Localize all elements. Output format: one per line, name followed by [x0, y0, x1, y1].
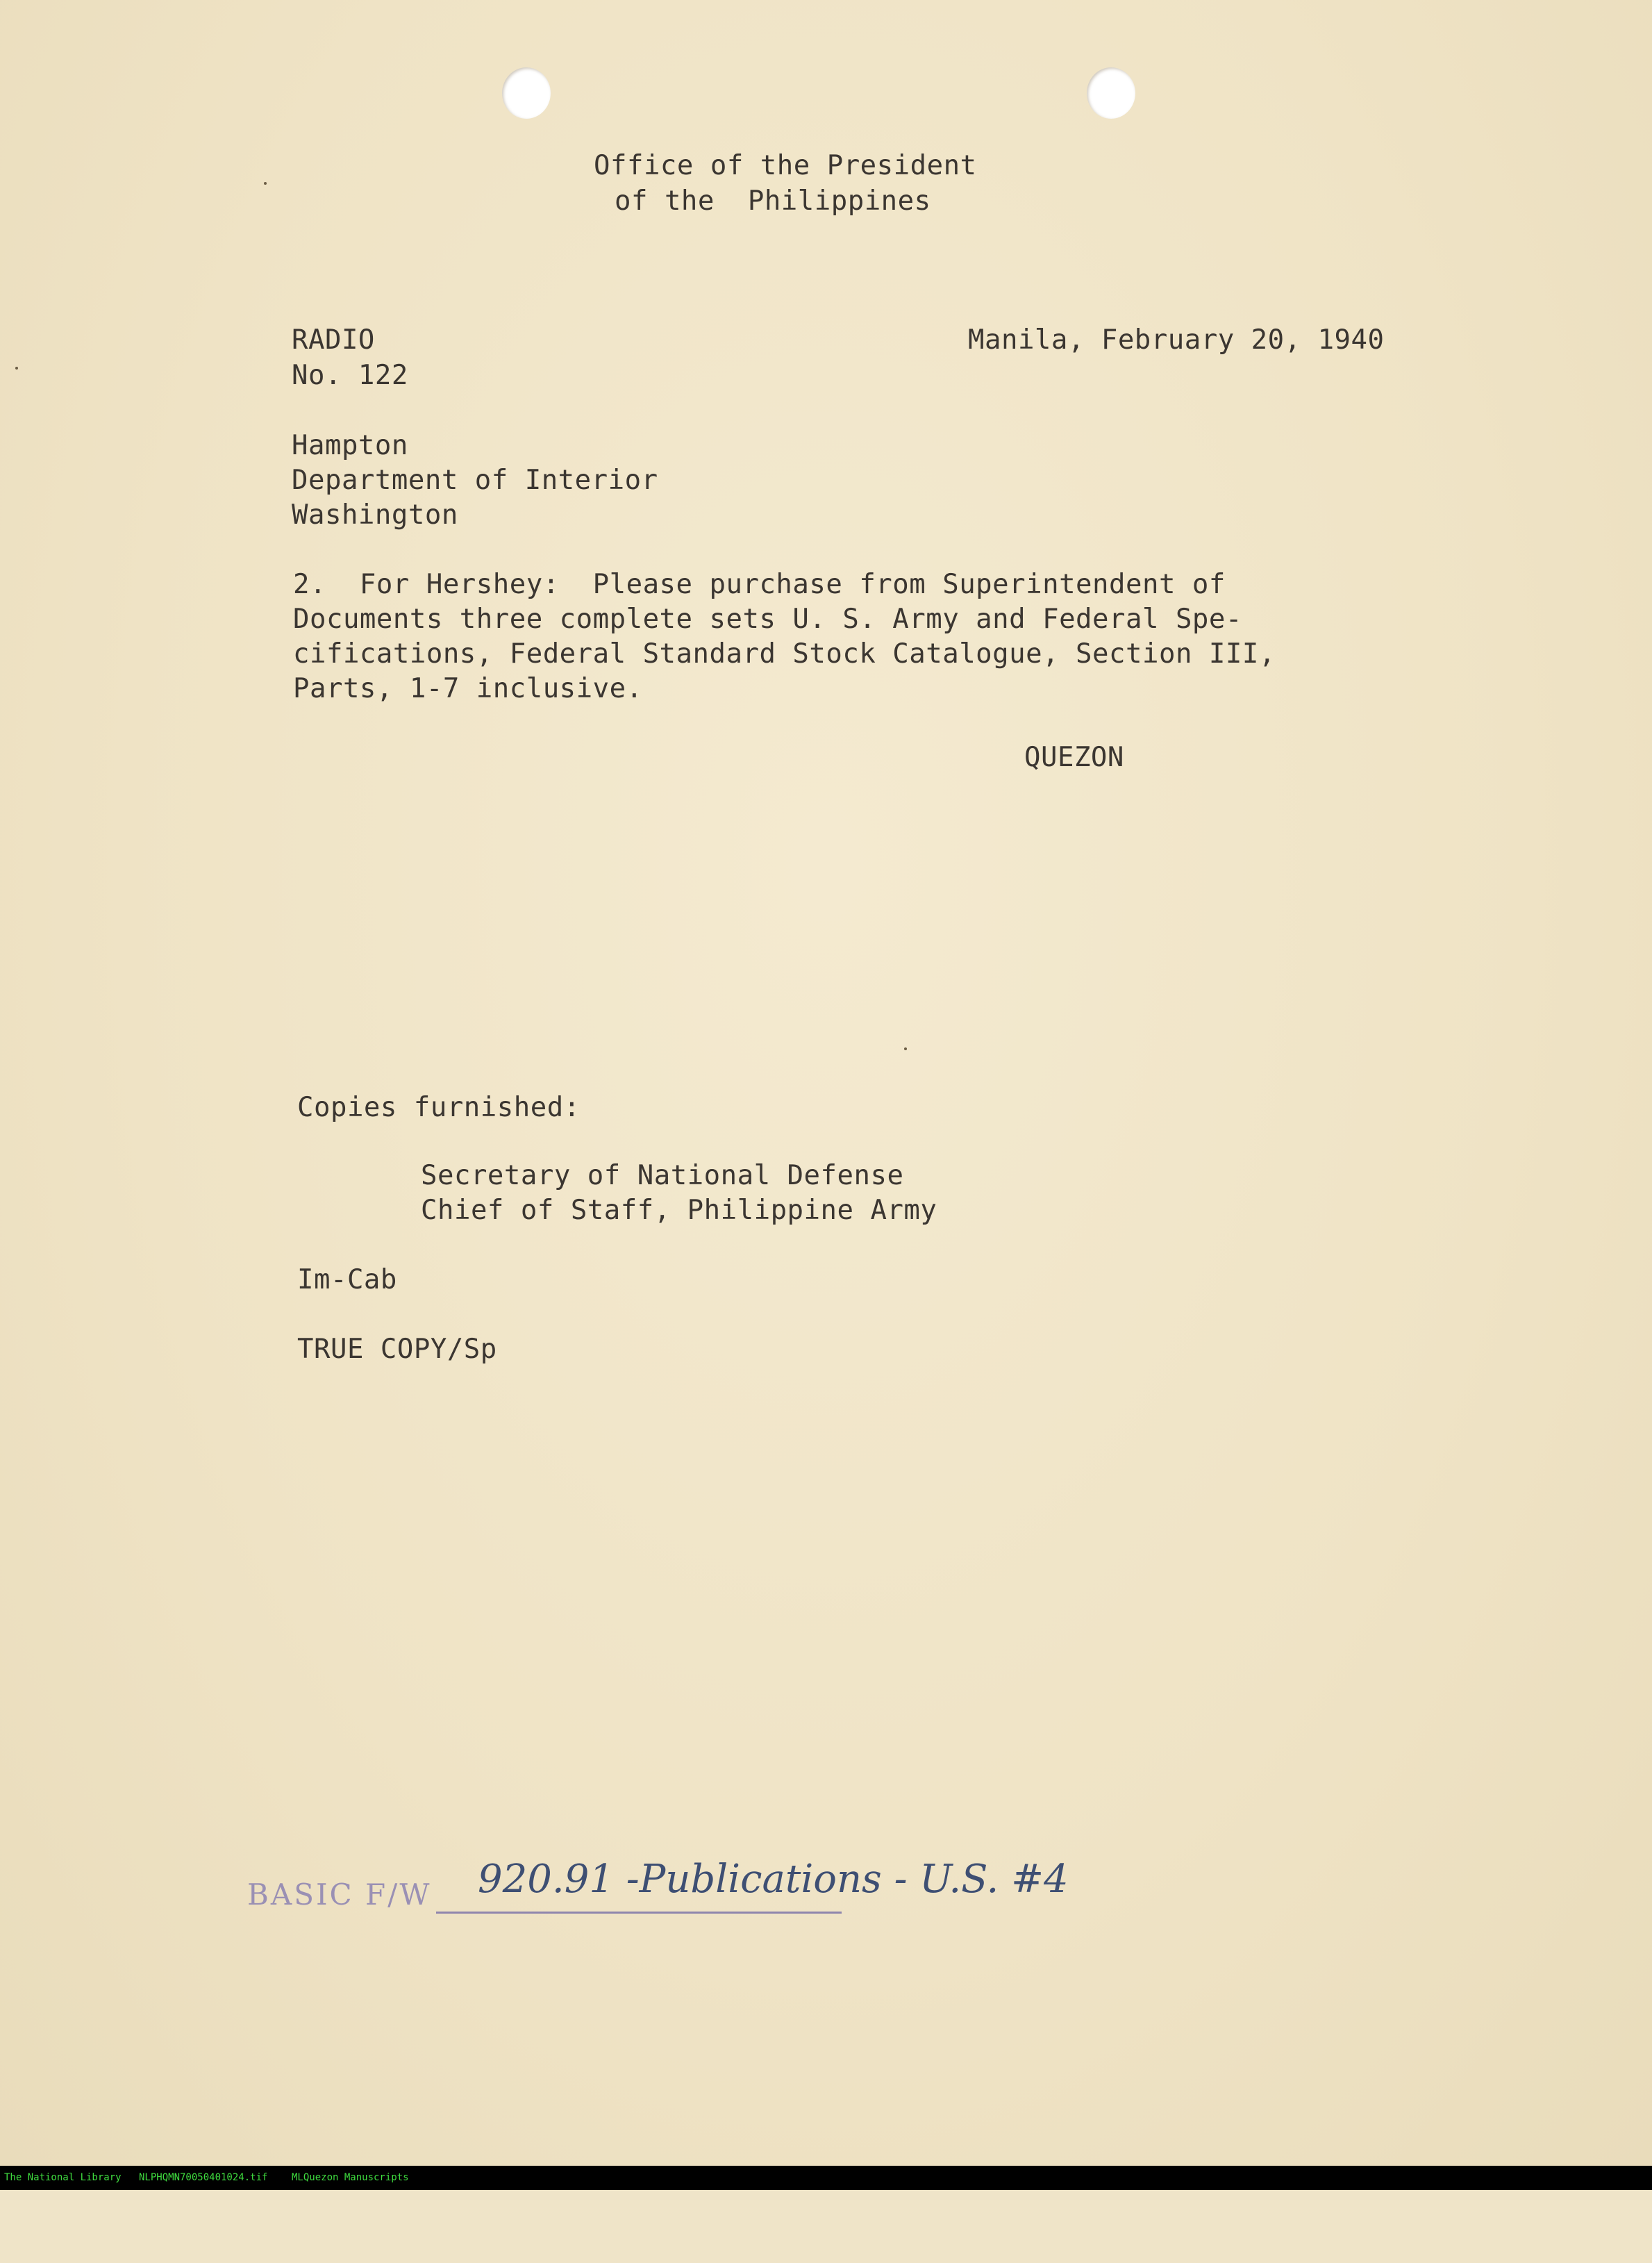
body-line-4: Parts, 1-7 inclusive. [293, 673, 643, 704]
body-line-3: cifications, Federal Standard Stock Catalogue, Section III, [293, 638, 1276, 670]
scan-footer [0, 2166, 1652, 2190]
reference-initials: Im-Cab [297, 1264, 397, 1295]
paper-speck [904, 1047, 907, 1050]
filing-stamp: BASIC F/W [247, 1877, 432, 1912]
footer-library: The National Library [4, 2172, 122, 2183]
footer-collection: MLQuezon Manuscripts [292, 2172, 409, 2183]
signature: QUEZON [1024, 742, 1124, 773]
footer-filename: NLPHQMN70050401024.tif [139, 2172, 268, 2183]
addressee-department: Department of Interior [292, 465, 658, 496]
paper-speck [15, 367, 18, 370]
true-copy-note: TRUE COPY/Sp [297, 1334, 497, 1365]
copy-recipient: Secretary of National Defense [421, 1160, 904, 1191]
addressee-name: Hampton [292, 430, 408, 461]
punch-hole-left [502, 67, 551, 119]
copies-label: Copies furnished: [297, 1092, 581, 1123]
body-line-1: 2. For Hershey: Please purchase from Superintendent of [293, 569, 1226, 600]
place-date: Manila, February 20, 1940 [968, 324, 1385, 356]
message-number: No. 122 [292, 360, 408, 391]
addressee-city: Washington [292, 499, 458, 531]
letterhead-line-2: of the Philippines [615, 185, 931, 217]
punch-hole-right [1087, 67, 1135, 119]
stamp-underline [436, 1912, 842, 1914]
message-type: RADIO [292, 324, 375, 356]
paper-speck [264, 182, 267, 185]
copy-recipient: Chief of Staff, Philippine Army [421, 1195, 937, 1226]
handwritten-file-reference: 920.91 -Publications - U.S. #4 [478, 1857, 1069, 1902]
letterhead-line-1: Office of the President [594, 150, 977, 181]
body-line-2: Documents three complete sets U. S. Army and Federal Spe- [293, 604, 1242, 635]
